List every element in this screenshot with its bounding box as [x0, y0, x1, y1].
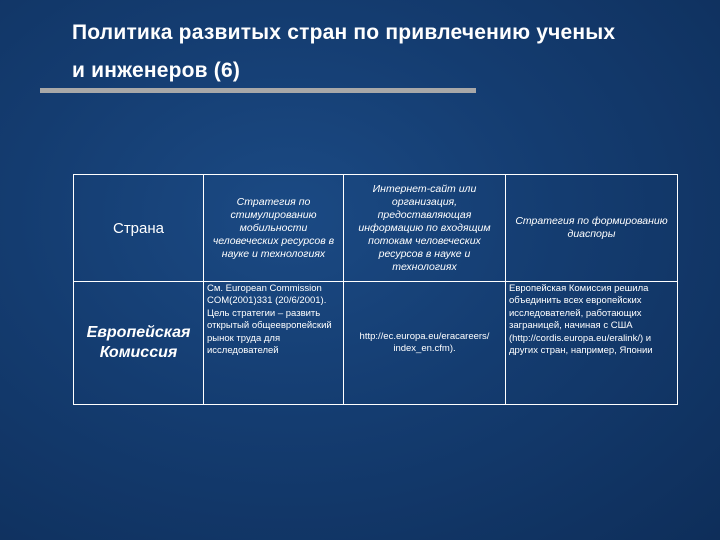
- header-country: Страна: [74, 175, 204, 282]
- header-mobility-strategy: Стратегия по стимулированию мобильности человеческих ресурсов в науке и технологиях: [204, 175, 344, 282]
- header-website: Интернет-сайт или организация, предоставляющая информацию по входящим потокам человеческих ресурсов в науке и технологиях: [344, 175, 506, 282]
- row-website: http://ec.europa.eu/eracareers/ index_en.cfm).: [344, 282, 506, 405]
- row-diaspora-strategy: Европейская Комиссия решила объединить всех европейских исследователей, работающих заграницей, начиная с США (http://cordis.europa.eu/eralink/) и других стран, например, Японии: [506, 282, 678, 405]
- slide-title-line-1: Политика развитых стран по привлечению ученых: [72, 21, 616, 44]
- header-diaspora-strategy: Стратегия по формированию диаспоры: [506, 175, 678, 282]
- row-mobility-strategy: См. European Commission COM(2001)331 (20/6/2001). Цель стратегии – развить открытый общеевропейский рынок труда для исследователей: [204, 282, 344, 405]
- table-row: [74, 282, 678, 405]
- table-header-row: [74, 175, 678, 282]
- slide-title-line-2: и инженеров (6): [72, 59, 241, 82]
- slide-title: [72, 14, 702, 90]
- policy-table: [73, 174, 678, 405]
- row-country: Европейская Комиссия: [74, 282, 204, 405]
- title-underline: [40, 88, 476, 93]
